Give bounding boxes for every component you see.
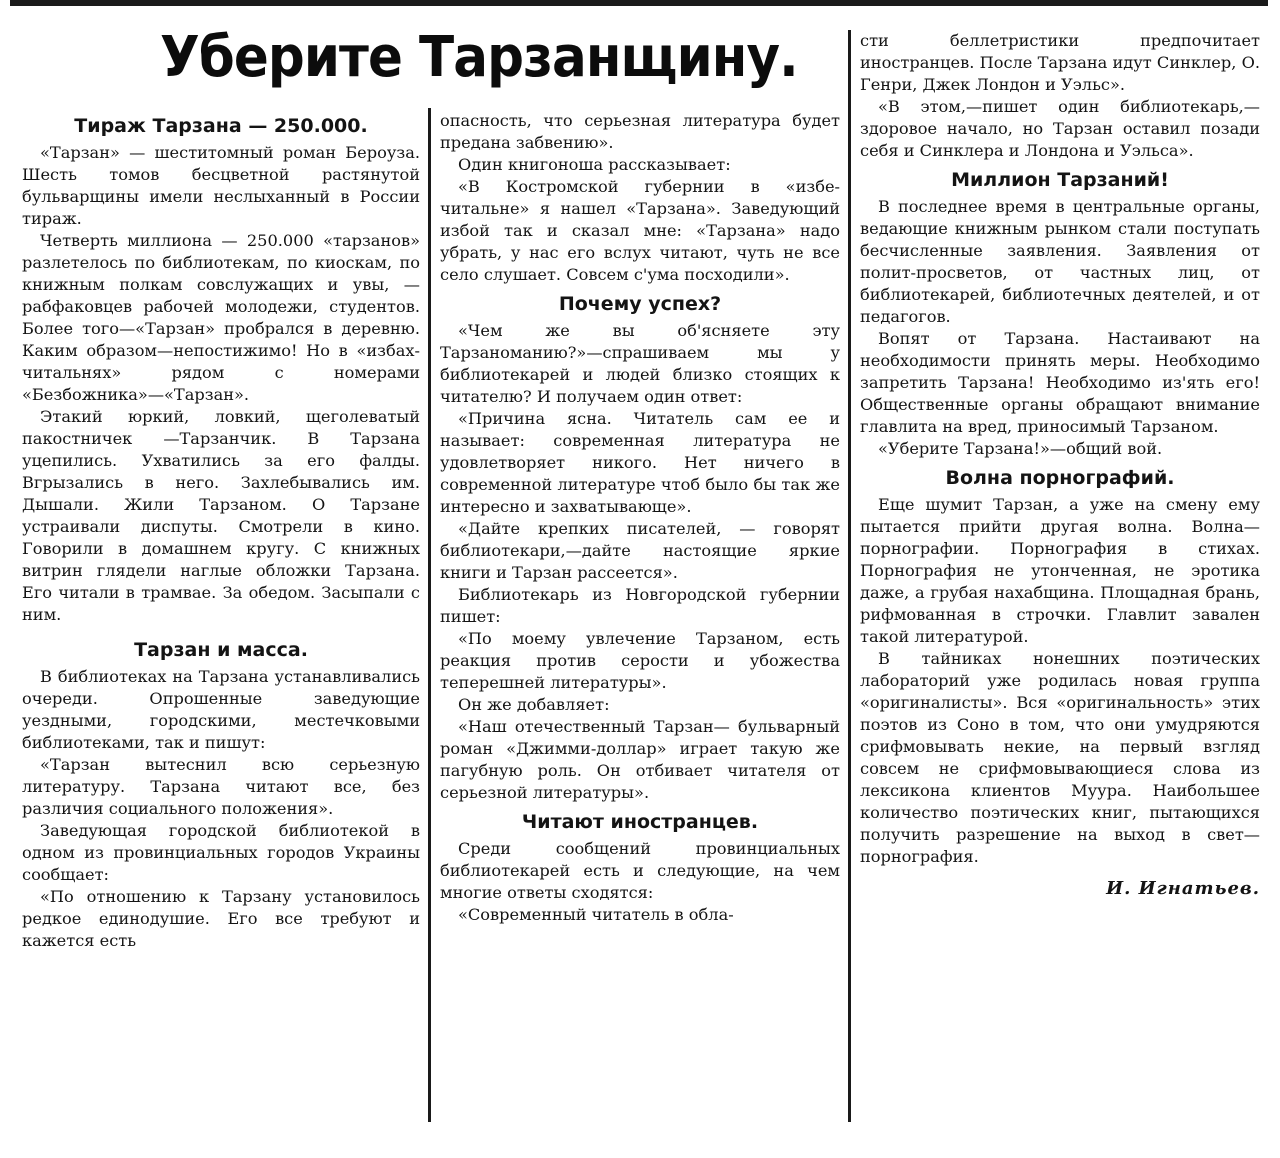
paragraph: «Причина ясна. Читатель сам ее и называет: современная литература не удовлетворяет никого. Нет ничего в современной литературе чтоб было бы так же интересно и захватывающе». [440, 409, 840, 516]
paragraph: «Уберите Тарзана!»—общий вой. [878, 439, 1163, 458]
subheading-mass: Тарзан и масса. [134, 639, 308, 661]
paragraph: В тайниках нонешних поэтических лабораторий уже родилась новая группа «оригиналисты». Вся «оригинальность» этих поэтов из Соно в том, что они умудряются срифмовывать некие, на первый взгляд совсем не срифмовывающиеся слова из лексикона клиентов Муура. Наибольшее количество поэтических книг, пытающихся получить разрешение на выход в свет—порнография. [860, 649, 1260, 866]
paragraph: «Наш отечественный Тарзан— бульварный роман «Джимми-доллар» играет такую же пагубную роль. Он отбивает читателя от серьезной литературы». [440, 717, 840, 802]
paragraph: Еще шумит Тарзан, а уже на смену ему пытается прийти другая волна. Волна—порнографии. Порнография в стихах. Порнография не утонченная, не эротика даже, а грубая нахабщина. Площадная брань, рифмованная в строчки. Главлит завален такой литературой. [860, 495, 1260, 646]
paragraph: «В этом,—пишет один библиотекарь,—здоровое начало, но Тарзан оставил позади себя и Синклера и Лондона и Уэльса». [860, 97, 1260, 160]
paragraph: сти беллетристики предпочитает иностранцев. После Тарзана идут Синклер, О. Генри, Джек Лондон и Уэльс». [860, 31, 1260, 94]
column-3 [860, 30, 1260, 899]
subheading-foreigners: Читают иностранцев. [521, 811, 759, 833]
subheading-pornography-wave: Волна порнографий. [945, 467, 1175, 489]
paragraph: Этакий юркий, ловкий, щеголеватый пакостничек —Тарзанчик. В Тарзана уцепились. Ухватились за его фалды. Вгрызались в него. Захлебывались им. Дышали. Жили Тарзаном. О Тарзане устраивали диспуты. Смотрели в кино. Говорили в домашнем кругу. С книжных витрин глядели наглые обложки Тарзана. Его читали в трамвае. За обедом. Засыпали с ним. [22, 407, 420, 624]
paragraph: «В Костромской губернии в «избе-читальне» я нашел «Тарзана». Заведующий избой так и сказал мне: «Тарзана» надо убрать, у нас его вслух читают, чуть не все село слушает. Совсем с'ума посходили». [440, 177, 840, 284]
paragraph: опасность, что серьезная литература будет предана забвению». [440, 111, 840, 152]
subheading-why-success: Почему успех? [558, 293, 722, 315]
paragraph: В последнее время в центральные органы, ведающие книжным рынком стали поступать бесчисленные заявления. Заявления от полит-просветов, от частных лиц, от библиотекарей, библиотечных деятелей, и от педагогов. [860, 197, 1260, 326]
top-rule [10, 0, 1268, 6]
paragraph: «Тарзан» — шеститомный роман Бероуза. Шесть томов бесцветной растянутой бульварщины имели неслыханный в России тираж. [22, 143, 420, 228]
paragraph: Он же добавляет: [458, 695, 610, 714]
paragraph: Четверть миллиона — 250.000 «тарзанов» разлетелось по библиотекам, по киоскам, по книжным полкам совслужащих и увы, —рабфаковцев рабочей молодежи, студентов. Более того—«Тарзан» пробрался в деревню. Каким образом—непостижимо! Но в «избах-читальнях» рядом с номерами «Безбожника»—«Тарзан». [22, 231, 420, 404]
paragraph: Среди сообщений провинциальных библиотекарей есть и следующие, на чем многие ответы сходятся: [440, 839, 840, 902]
author-signature: И. Игнатьев. [1106, 878, 1260, 899]
paragraph: «Чем же вы об'ясняете эту Тарзаноманию?»—спрашиваем мы у библиотекарей и людей близко стоящих к читателю? И получаем один ответ: [440, 321, 840, 406]
paragraph: Библиотекарь из Новгородской губернии пишет: [440, 585, 840, 626]
subheading-circulation: Тираж Тарзана — 250.000. [74, 115, 368, 137]
paragraph: «По моему увлечение Тарзаном, есть реакция против серости и убожества теперешней литературы». [440, 629, 840, 692]
column-divider-1 [428, 108, 431, 1122]
paragraph: «Тарзан вытеснил всю серьезную литературу. Тарзана читают все, без различия социального положения». [22, 755, 420, 818]
paragraph: В библиотеках на Тарзана устанавливались очереди. Опрошенные заведующие уездными, городскими, местечковыми библиотеками, так и пишут: [22, 667, 420, 752]
column-divider-2 [848, 30, 851, 1122]
paragraph: Один книгоноша рассказывает: [458, 155, 731, 174]
paragraph: Вопят от Тарзана. Настаивают на необходимости принять меры. Необходимо запретить Тарзана! Необходимо из'ять его! Общественные органы обращают внимание главлита на вред, приносимый Тарзаном. [860, 329, 1260, 436]
article-headline: Уберите Тарзанщину. [160, 25, 798, 90]
paragraph: «По отношению к Тарзану установилось редкое единодушие. Его все требуют и кажется есть [22, 887, 420, 950]
subheading-million-tarzans: Миллион Тарзаний! [951, 169, 1169, 191]
paragraph: Заведующая городской библиотекой в одном из провинциальных городов Украины сообщает: [22, 821, 420, 884]
paragraph: «Современный читатель в обла- [458, 905, 734, 924]
paragraph: «Дайте крепких писателей, — говорят библиотекари,—дайте настоящие яркие книги и Тарзан рассеется». [440, 519, 840, 582]
column-1 [22, 108, 420, 952]
column-2 [440, 110, 840, 926]
